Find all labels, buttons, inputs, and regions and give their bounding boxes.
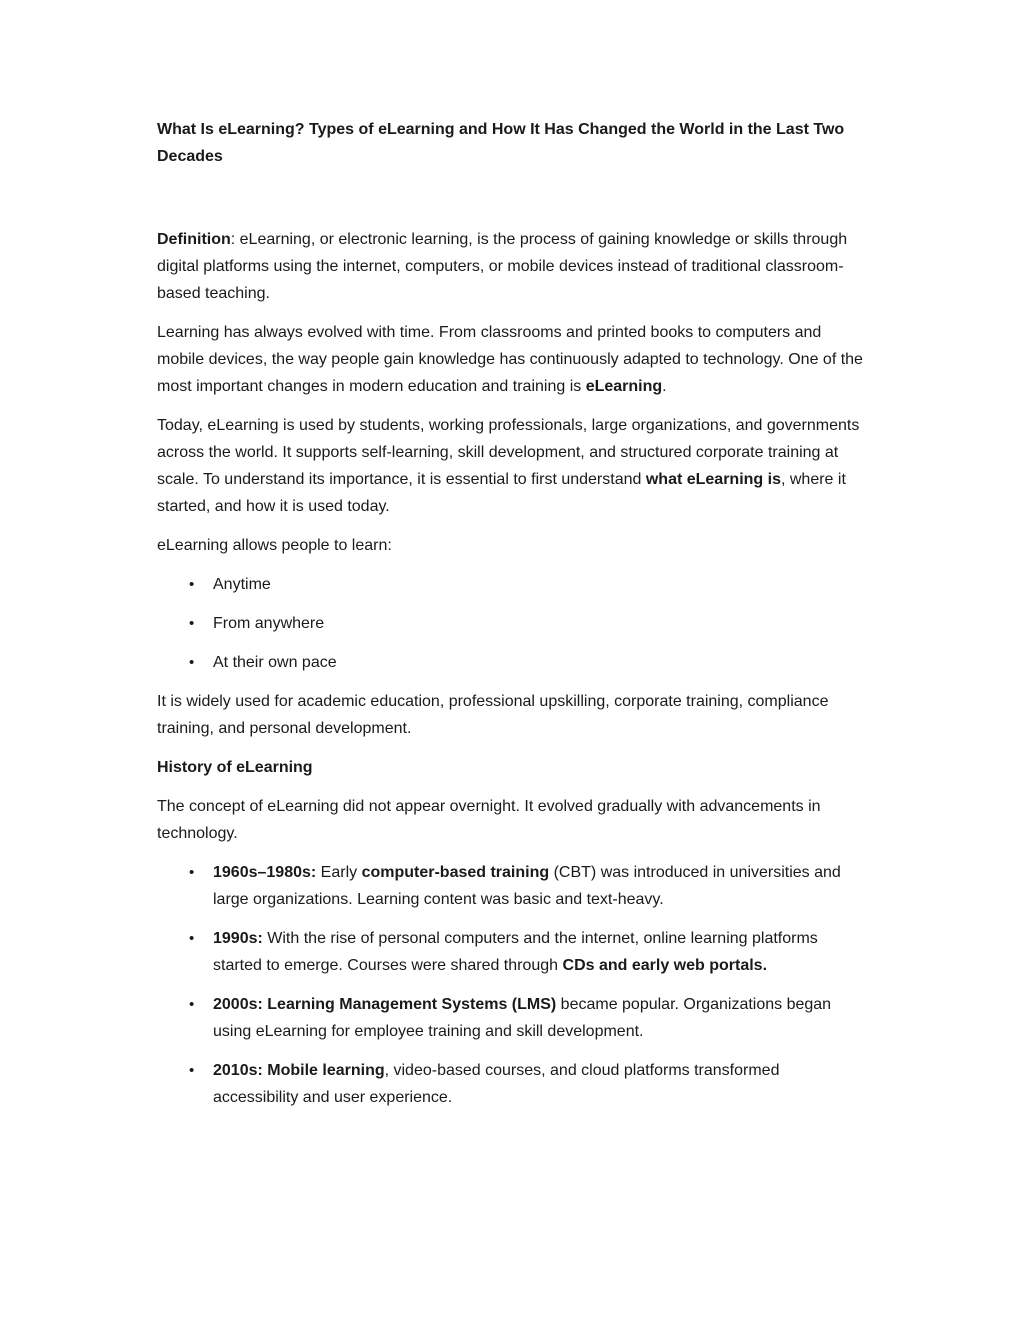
paragraph-definition	[157, 226, 867, 307]
learn-benefits-list	[157, 571, 867, 676]
history-timeline-list	[157, 859, 867, 1111]
text-run: : eLearning, or electronic learning, is the process of gaining knowledge or skills through digital platforms using the internet, computers, or mobile devices instead of traditional classroom-based teaching.	[157, 231, 848, 302]
text-run: With the rise of personal computers and the internet, online learning platforms started to emerge. Courses were shared through	[213, 930, 818, 974]
paragraph-evolution	[157, 319, 867, 400]
text-run: 2010s: Mobile learning	[213, 1062, 385, 1079]
text-run: .	[662, 378, 667, 395]
paragraph-usage: It is widely used for academic education, professional upskilling, corporate training, compliance training, and personal development.	[157, 693, 829, 737]
text-run: , video-based courses, and cloud platforms transformed accessibility and user experience.	[213, 1062, 780, 1106]
text-run: (CBT) was introduced in universities and large organizations. Learning content was basic and text-heavy.	[213, 864, 841, 908]
paragraph-history-intro: The concept of eLearning did not appear overnight. It evolved gradually with advancements in technology.	[157, 798, 821, 842]
list-item: • At their own pace	[213, 649, 867, 676]
paragraph-allows: eLearning allows people to learn:	[157, 537, 392, 554]
text-run: 1990s:	[213, 930, 263, 947]
text-run: computer-based training	[361, 864, 550, 881]
document-title: What Is eLearning? Types of eLearning and How It Has Changed the World in the Last Two Decades	[157, 121, 845, 165]
list-item	[213, 1057, 867, 1111]
list-item	[213, 991, 867, 1045]
text-run: Today, eLearning is used by students, working professionals, large organizations, and governments across the world. It supports self-learning, skill development, and structured corporate training at scale. To understand its importance, it is essential to first understand	[157, 417, 860, 488]
list-item: • From anywhere	[213, 610, 867, 637]
section-heading-history: History of eLearning	[157, 759, 313, 776]
text-run: Definition	[157, 231, 231, 248]
list-item: • Anytime	[213, 571, 867, 598]
list-item	[213, 859, 867, 913]
text-run: Early	[316, 864, 362, 881]
text-run: , where it started, and how it is used today.	[157, 471, 846, 515]
list-item	[213, 925, 867, 979]
text-run: CDs and early web portals.	[562, 957, 768, 974]
text-run: 1960s–1980s:	[213, 864, 317, 881]
text-run: 2000s: Learning Management Systems (LMS)	[213, 996, 557, 1013]
text-run: became popular. Organizations began using eLearning for employee training and skill development.	[213, 996, 832, 1040]
text-run: Learning has always evolved with time. From classrooms and printed books to computers and mobile devices, the way people gain knowledge has continuously adapted to technology. One of the most important changes in modern education and training is	[157, 324, 863, 395]
text-run: what eLearning is	[645, 471, 781, 488]
paragraph-today	[157, 412, 867, 520]
text-run: eLearning	[585, 378, 663, 395]
